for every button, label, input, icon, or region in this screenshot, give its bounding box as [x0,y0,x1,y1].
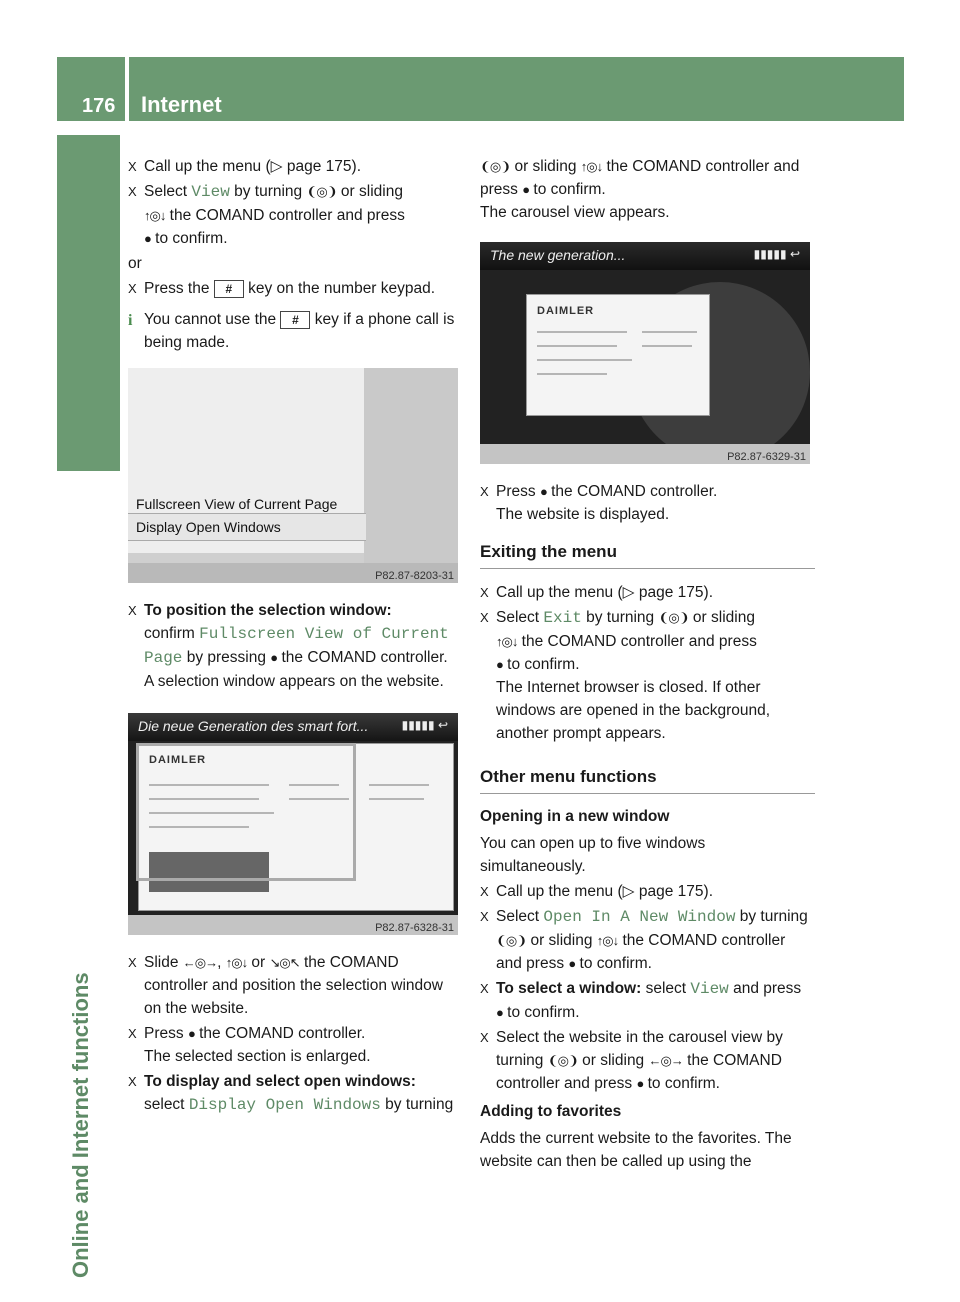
step-select-window: X To select a window: select View and press ● to confirm. [480,977,815,1024]
step-arrow-icon: X [128,1074,137,1089]
new-window-text: You can open up to five windows simultaneously. [480,835,706,875]
controller-turn-icon: ❨◎❩ [480,159,511,174]
side-label: Online and Internet functions [68,972,93,1278]
controller-press-icon: ● [270,650,278,665]
step-arrow-icon: X [128,603,137,618]
page-number: 176 [82,95,116,117]
back-icon: ▮▮▮▮▮ ↩ [401,718,448,732]
step-arrow-icon: X [128,955,137,970]
figure-caption: P82.87-6328-31 [375,922,454,934]
step-call-menu: X Call up the menu (▷ page 175). [480,880,815,903]
step-arrow-icon: X [480,1030,489,1045]
controller-press-icon: ● [568,956,576,971]
header-divider [125,57,129,121]
website-card: DAIMLER [526,294,710,416]
step-arrow-icon: X [128,1026,137,1041]
step-call-menu: X Call up the menu (▷ page 175). [480,581,815,604]
controller-slide-vertical-icon: ↑◎↓ [580,159,603,174]
step-press-key: X Press the # key on the number keypad. [128,277,462,300]
step-arrow-icon: X [480,981,489,996]
figure-caption: P82.87-6329-31 [727,451,806,463]
back-icon: ▮▮▮▮▮ ↩ [753,247,800,261]
step-press-controller: X Press ● the COMAND controller. The website is displayed. [480,480,815,526]
step-press-controller: X Press ● the COMAND controller. The selected section is enlarged. [128,1022,462,1068]
page-title: Internet [141,92,222,117]
step-call-menu: X Call up the menu (▷ page 175). [128,155,462,178]
info-icon: i [128,312,133,329]
controller-press-icon: ● [187,1026,195,1041]
hash-key-icon: # [214,280,244,298]
controller-slide-vertical-icon: ↑◎↓ [144,208,166,223]
controller-slide-vertical-icon: ↑◎↓ [596,933,619,948]
right-column [480,155,815,1175]
side-tab-box [57,135,120,471]
figure-caption: P82.87-8203-31 [375,570,454,582]
step-select-new-window: X Select Open In A New Window by turning ❨◎❩ or sliding ↑◎↓ the COMAND controller and press ● to confirm. [480,905,815,975]
step-arrow-icon: X [480,884,489,899]
continued-step: ❨◎❩ or sliding ↑◎↓ the COMAND controller and press ● to confirm. The carousel view appears. [480,158,800,221]
step-display-windows: X To display and select open windows: select Display Open Windows by turning [128,1070,462,1117]
controller-press-icon: ● [539,484,547,499]
window-title: Die neue Generation des smart fort... [138,718,369,734]
step-select-exit: X Select Exit by turning ❨◎❩ or sliding ↑◎↓ the COMAND controller and press ● to confirm. The Internet browser is closed. If other windows are opened in the background, another prompt appears. [480,606,815,745]
step-select-view: X Select View by turning ❨◎❩ or sliding ↑◎↓ the COMAND controller and press ● to confirm. [128,180,462,250]
website-preview: DAIMLER [138,743,454,911]
or-text: or [128,255,142,272]
controller-press-icon: ● [144,231,151,246]
controller-slide-vertical-icon: ↑◎↓ [496,634,518,649]
left-column [128,155,462,1119]
controller-slide-vertical-icon: ↑◎↓ [225,955,248,970]
step-arrow-icon: X [128,184,137,199]
controller-press-icon: ● [522,182,530,197]
controller-slide-horizontal-icon: ←◎→ [648,1053,683,1068]
step-arrow-icon: X [480,484,489,499]
menu-item-fullscreen: Fullscreen View of Current Page [136,496,338,512]
subsection-new-window: Opening in a new window [480,808,670,825]
controller-press-icon: ● [496,1005,503,1020]
selection-frame [136,743,356,881]
step-arrow-icon: X [480,909,489,924]
step-arrow-icon: X [128,281,137,296]
hash-key-icon: # [280,311,310,329]
controller-slide-diagonal-icon: ↘◎↖ [269,955,300,970]
figure-selection-window [128,713,458,935]
figure-selection-menu [128,368,458,583]
menu-item-open-windows: Display Open Windows [136,519,281,535]
section-exiting-menu: Exiting the menu [480,542,815,569]
step-select-website: X Select the website in the carousel view by turning ❨◎❩ or sliding ←◎→ the COMAND controller and press ● to confirm. [480,1026,815,1095]
controller-press-icon: ● [636,1076,644,1091]
window-title: The new generation... [490,247,626,263]
step-arrow-icon: X [480,585,489,600]
favorites-text: Adds the current website to the favorites. The website can then be called up using the [480,1130,792,1170]
controller-turn-icon: ❨◎❩ [547,1053,578,1068]
subsection-favorites: Adding to favorites [480,1103,622,1120]
controller-press-icon: ● [496,657,503,672]
controller-turn-icon: ❨◎❩ [658,610,689,625]
info-note: i You cannot use the # key if a phone call is being made. [128,311,455,351]
step-slide-controller: X Slide ←◎→, ↑◎↓ or ↘◎↖ the COMAND controller and position the selection window on the website. [128,951,462,1020]
figure-carousel-view [480,242,810,464]
controller-slide-horizontal-icon: ←◎→ [182,955,218,970]
step-arrow-icon: X [128,159,137,174]
section-other-functions: Other menu functions [480,767,815,794]
controller-turn-icon: ❨◎❩ [496,933,527,948]
controller-turn-icon: ❨◎❩ [306,184,337,199]
step-arrow-icon: X [480,610,489,625]
step-position-window: X To position the selection window: confirm Fullscreen View of Current Page by pressing ● the COMAND controller. A selection window appears on the website. [128,599,462,693]
